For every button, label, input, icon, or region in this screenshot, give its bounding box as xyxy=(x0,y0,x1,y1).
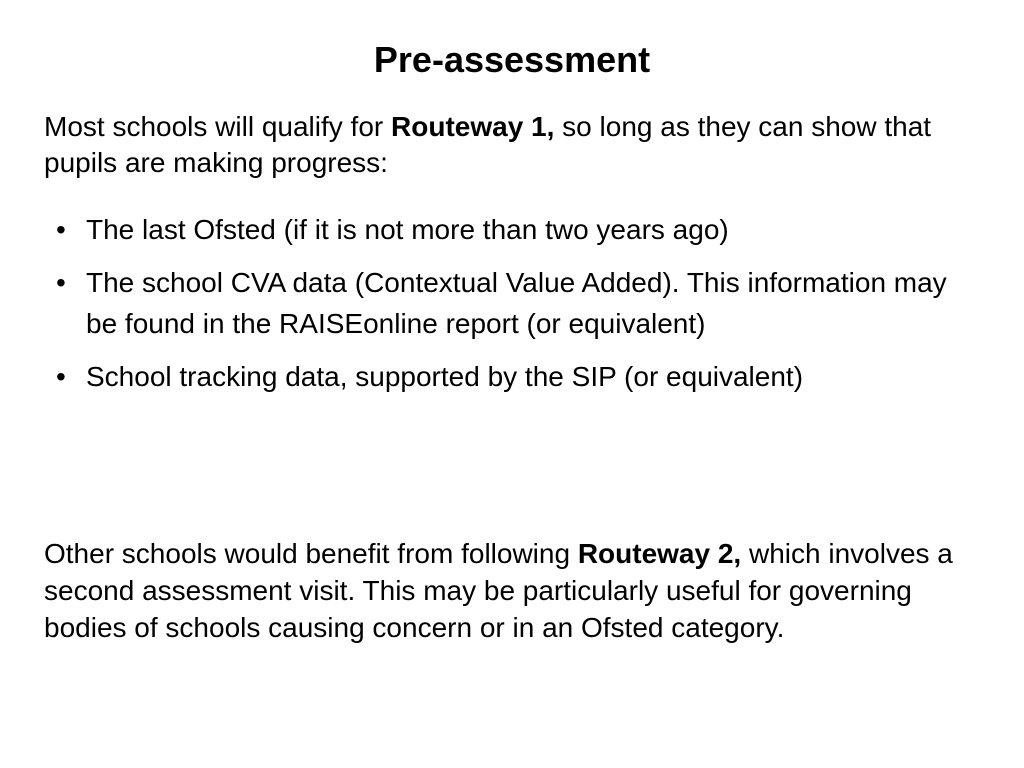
list-item xyxy=(44,209,974,250)
list-item-text: School tracking data, supported by the SIP (or equivalent) xyxy=(86,361,804,392)
intro-text-end: so long as they can show that pupils are making progress: xyxy=(44,111,932,178)
list-item-text: The school CVA data (Contextual Value Added). This information may be found in the RAISEonline report (or equivalent) xyxy=(86,267,947,339)
intro-text-start: Most schools will qualify for xyxy=(44,111,392,142)
outro-paragraph xyxy=(44,535,984,646)
outro-text-start: Other schools would benefit from following xyxy=(44,538,578,569)
bullet-icon: • xyxy=(56,214,66,245)
bullet-icon: • xyxy=(56,361,66,392)
intro-paragraph xyxy=(44,109,994,181)
list-item xyxy=(44,262,974,344)
outro-text-end: which involves a second assessment visit. This may be particularly useful for governing bodies of schools causing concern or in an Ofsted category. xyxy=(44,538,953,643)
criteria-list xyxy=(44,209,974,409)
outro-routeway-2: Routeway 2, xyxy=(577,538,742,569)
intro-routeway-1: Routeway 1, xyxy=(391,111,555,142)
list-item xyxy=(44,356,974,397)
bullet-icon: • xyxy=(56,267,66,298)
slide-title: Pre-assessment xyxy=(373,39,651,80)
list-item-text: The last Ofsted (if it is not more than two years ago) xyxy=(86,214,729,245)
